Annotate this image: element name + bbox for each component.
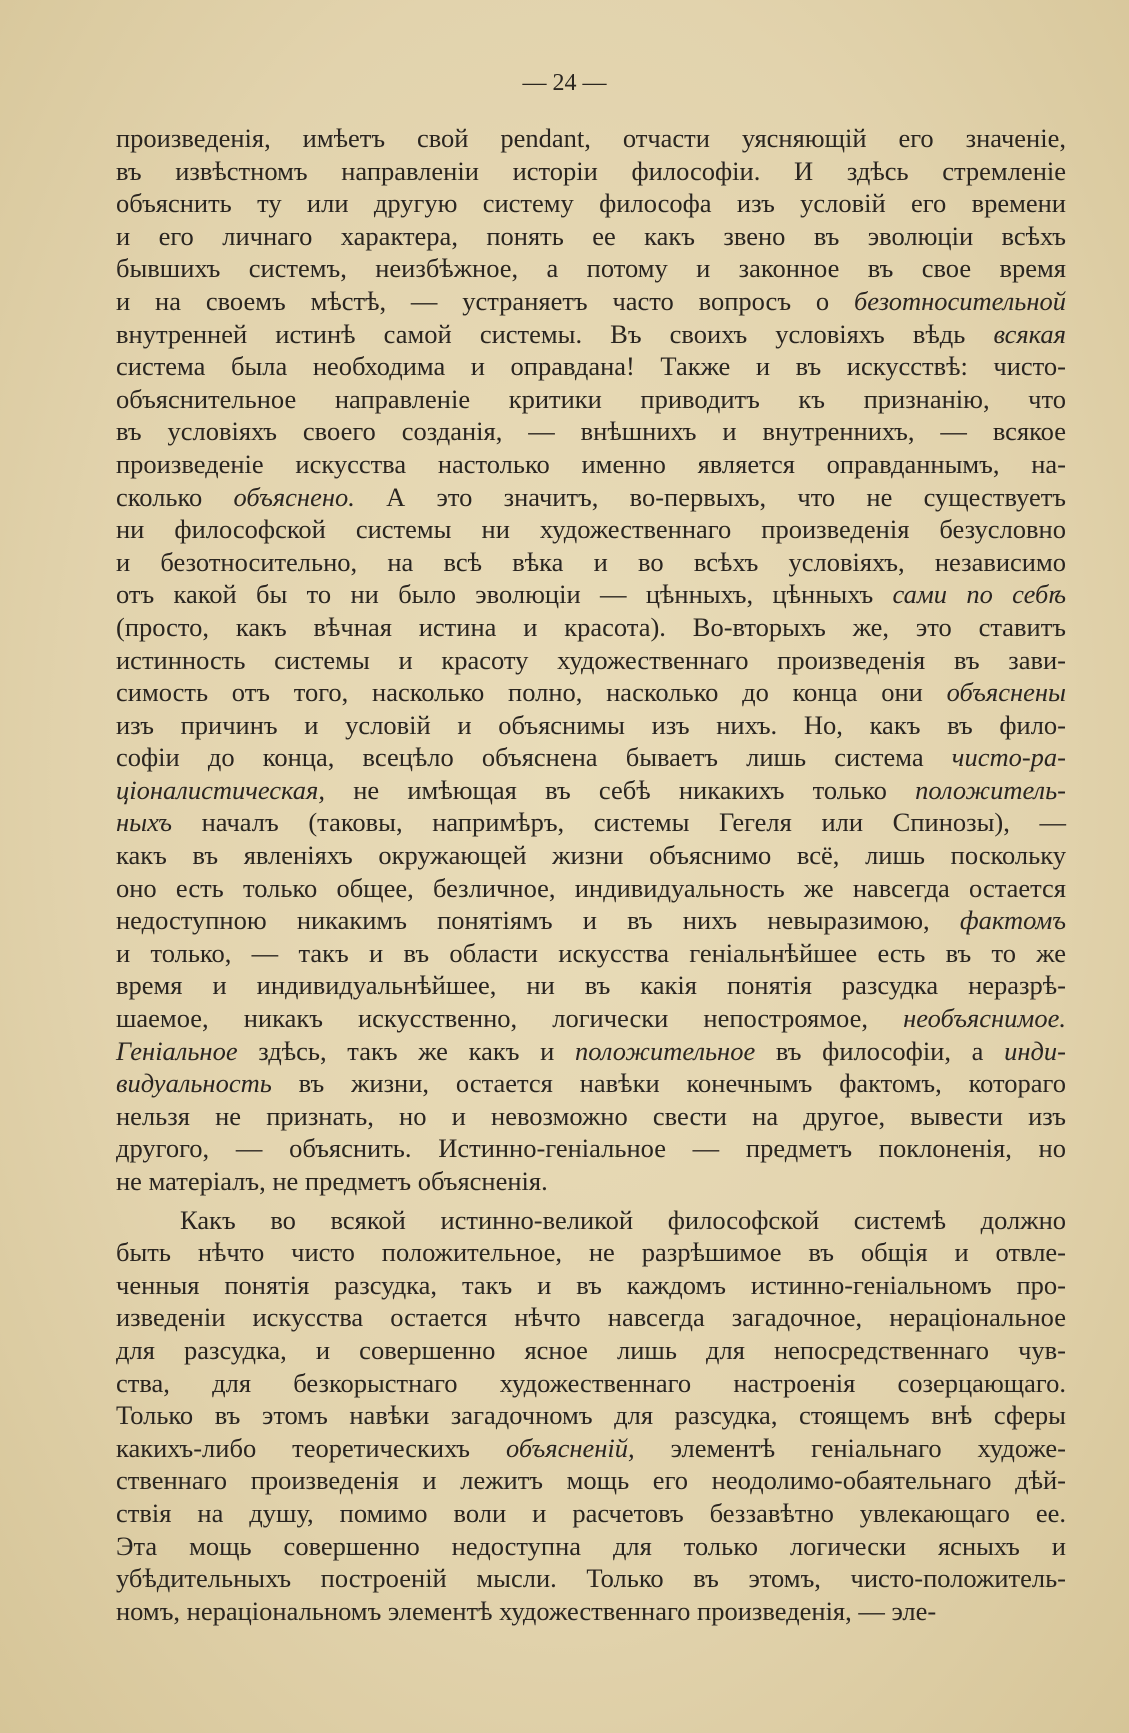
text-run: ственнаго произведенія и лежитъ мощь его неодолимо-обаятельнаго дѣй-	[116, 1465, 1066, 1496]
text-run: здѣсь, такъ же какъ и	[237, 1035, 575, 1066]
text-line	[116, 350, 1066, 383]
text-run: какихъ-либо теоретическихъ	[116, 1432, 506, 1463]
italic-emphasis: видуальность	[116, 1068, 272, 1099]
text-line	[116, 285, 1066, 318]
text-line	[116, 383, 1066, 416]
text-line	[116, 1165, 1066, 1198]
text-line	[116, 1067, 1066, 1100]
text-line	[116, 1399, 1066, 1432]
text-line	[116, 709, 1066, 742]
text-line	[116, 1236, 1066, 1269]
text-line	[116, 872, 1066, 905]
text-line	[116, 122, 1066, 155]
italic-emphasis: всякая	[993, 318, 1066, 349]
text-run: ченныя понятія разсудка, такъ и въ каждомъ истинно-геніальномъ про-	[116, 1269, 1066, 1300]
text-line	[116, 774, 1066, 807]
text-line	[116, 1269, 1066, 1302]
text-line	[116, 676, 1066, 709]
text-line	[116, 741, 1066, 774]
text-line	[116, 415, 1066, 448]
text-line	[116, 578, 1066, 611]
text-run: нельзя не признать, но и невозможно свести на другое, вывести изъ	[116, 1100, 1066, 1131]
text-run: въ извѣстномъ направленіи исторіи философіи. И здѣсь стремленіе	[116, 155, 1066, 186]
italic-emphasis: сами по себѣ	[892, 579, 1066, 610]
text-run: симость отъ того, насколько полно, насколько до конца они	[116, 677, 947, 708]
text-run: объяснительное направленіе критики приводитъ къ признанію, что	[116, 383, 1066, 414]
text-line	[116, 187, 1066, 220]
text-run: и только, — такъ и въ области искусства геніальнѣйшее есть въ то же	[116, 937, 1066, 968]
text-run: и его личнаго характера, понять ее какъ звено въ эволюціи всѣхъ	[116, 220, 1066, 251]
text-run: недоступною никакимъ понятіямъ и въ нихъ невыразимою,	[116, 905, 960, 936]
text-line	[116, 937, 1066, 970]
text-line	[116, 1432, 1066, 1465]
text-run: элементѣ геніальнаго художе-	[634, 1432, 1066, 1463]
text-line	[116, 1595, 1066, 1628]
text-line	[116, 969, 1066, 1002]
text-line	[116, 1497, 1066, 1530]
text-run: въ условіяхъ своего созданія, — внѣшнихъ и внутреннихъ, — всякое	[116, 416, 1066, 447]
text-line	[116, 1035, 1066, 1068]
text-run: убѣдительныхъ построеній мысли. Только въ этомъ, чисто-положитель-	[116, 1563, 1066, 1594]
text-line	[116, 1100, 1066, 1133]
text-run: не имѣющая въ себѣ никакихъ только	[324, 774, 916, 805]
text-line	[116, 1132, 1066, 1165]
text-line	[116, 448, 1066, 481]
text-run: номъ, нераціональномъ элементѣ художественнаго произведенія, — эле-	[116, 1595, 937, 1626]
text-run: началъ (таковы, напримѣръ, системы Гегеля или Спинозы), —	[171, 807, 1066, 838]
text-run: въ жизни, остается навѣки конечнымъ фактомъ, котораго	[271, 1068, 1066, 1099]
text-line	[116, 904, 1066, 937]
text-run: софіи до конца, всецѣло объяснена бываетъ лишь система	[116, 742, 952, 773]
italic-emphasis: инди-	[1004, 1035, 1067, 1066]
text-run: Какъ во всякой истинно-великой философской системѣ должно	[180, 1204, 1066, 1235]
text-line	[116, 1464, 1066, 1497]
text-line	[116, 481, 1066, 514]
paragraph	[116, 1204, 1066, 1628]
text-run: не матеріалъ, не предметъ объясненія.	[116, 1166, 548, 1196]
text-run: ни философской системы ни художественнаго произведенія безусловно	[116, 514, 1066, 545]
italic-emphasis: чисто-ра-	[951, 742, 1066, 773]
text-run: внутренней истинѣ самой системы. Въ своихъ условіяхъ вѣдь	[116, 318, 994, 349]
italic-emphasis: объяснено.	[233, 481, 355, 512]
text-run: въ философіи, а	[755, 1035, 1005, 1066]
text-run: произведеніе искусства настолько именно является оправданнымъ, на-	[116, 448, 1066, 479]
text-run: Только въ этомъ навѣки загадочномъ для разсудка, стоящемъ внѣ сферы	[116, 1400, 1066, 1431]
text-run: ствія на душу, помимо воли и расчетовъ беззавѣтно увлекающаго ее.	[116, 1497, 1066, 1528]
text-line	[116, 839, 1066, 872]
text-line	[116, 318, 1066, 351]
text-line	[116, 155, 1066, 188]
italic-emphasis: фактомъ	[959, 905, 1066, 936]
text-line	[116, 1562, 1066, 1595]
text-run: время и индивидуальнѣйшее, ни въ какія понятія разсудка неразрѣ-	[116, 970, 1066, 1001]
italic-emphasis: положитель-	[915, 774, 1066, 805]
text-run: отъ какой бы то ни было эволюціи — цѣнныхъ, цѣнныхъ	[116, 579, 893, 610]
text-line	[116, 644, 1066, 677]
text-run: изведеніи искусства остается нѣчто навсегда загадочное, нераціональное	[116, 1302, 1066, 1333]
italic-emphasis: Геніальное	[116, 1035, 238, 1066]
italic-emphasis: необъяснимое.	[903, 1003, 1066, 1034]
text-run: Эта мощь совершенно недоступна для только логически ясныхъ и	[116, 1530, 1066, 1561]
text-line	[116, 1301, 1066, 1334]
text-run: объяснить ту или другую систему философа изъ условій его времени	[116, 188, 1066, 219]
text-line	[116, 1367, 1066, 1400]
text-run: и безотносительно, на всѣ вѣка и во всѣхъ условіяхъ, независимо	[116, 546, 1066, 577]
text-run: шаемое, никакъ искусственно, логически непостроямое,	[116, 1003, 904, 1034]
text-run: истинность системы и красоту художественнаго произведенія въ зави-	[116, 644, 1066, 675]
italic-emphasis: ныхъ	[116, 807, 172, 838]
paragraph	[116, 122, 1066, 1198]
italic-emphasis: объяснены	[946, 677, 1066, 708]
text-run: другого, — объяснить. Истинно-геніальное — предметъ поклоненія, но	[116, 1133, 1066, 1164]
text-run: оно есть только общее, безличное, индивидуальность же навсегда остается	[116, 872, 1066, 903]
text-line	[116, 1002, 1066, 1035]
text-line	[116, 220, 1066, 253]
text-run: произведенія, имѣетъ свой pendant, отчасти уясняющій его значеніе,	[116, 123, 1066, 153]
text-line	[116, 611, 1066, 644]
text-line	[116, 546, 1066, 579]
text-run: для разсудка, и совершенно ясное лишь для непосредственнаго чув-	[116, 1334, 1066, 1365]
text-run: быть нѣчто чисто положительное, не разрѣшимое въ общія и отвле-	[116, 1237, 1066, 1268]
italic-emphasis: безотносительной	[853, 285, 1066, 316]
text-run: ства, для безкорыстнаго художественнаго настроенія созерцающаго.	[116, 1367, 1066, 1398]
text-line	[116, 806, 1066, 839]
text-line	[116, 252, 1066, 285]
text-run: сколько	[116, 481, 234, 512]
text-run: система была необходима и оправдана! Также и въ искусствѣ: чисто-	[116, 351, 1066, 382]
text-run: А это значитъ, во-первыхъ, что не существуетъ	[354, 481, 1066, 512]
text-run: изъ причинъ и условій и объяснимы изъ нихъ. Но, какъ въ фило-	[116, 709, 1066, 740]
text-line	[116, 1204, 1066, 1237]
text-run: (просто, какъ вѣчная истина и красота). Во-вторыхъ же, это ставитъ	[116, 611, 1066, 642]
text-run: какъ въ явленіяхъ окружающей жизни объяснимо всё, лишь поскольку	[116, 840, 1066, 871]
italic-emphasis: положительное	[575, 1035, 756, 1066]
text-run: и на своемъ мѣстѣ, — устраняетъ часто вопросъ о	[116, 285, 854, 316]
text-run: бывшихъ системъ, неизбѣжное, а потому и законное въ свое время	[116, 253, 1066, 284]
text-line	[116, 1530, 1066, 1563]
italic-emphasis: объясненій,	[505, 1432, 635, 1463]
text-line	[116, 1334, 1066, 1367]
page-number: — 24 —	[522, 70, 607, 96]
body-text	[116, 122, 1066, 1627]
text-line	[116, 513, 1066, 546]
italic-emphasis: ціоналистическая,	[116, 774, 325, 805]
